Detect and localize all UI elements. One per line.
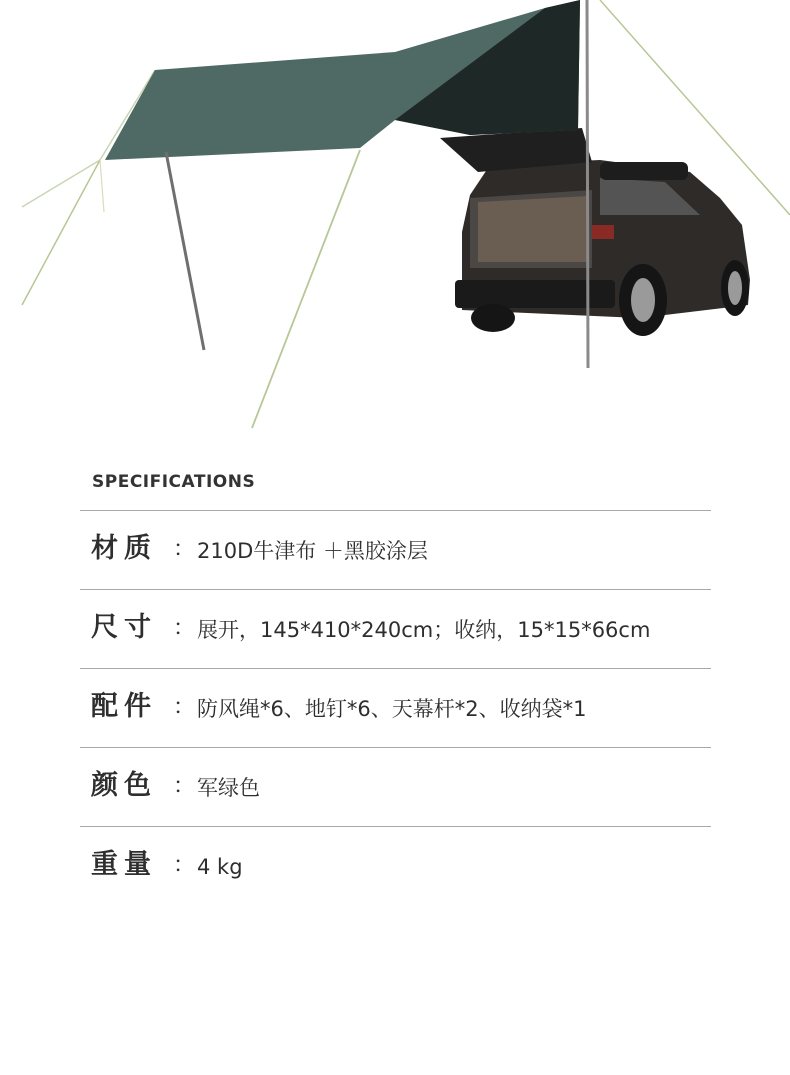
tarp-car-illustration: [0, 0, 790, 440]
guy-line: [100, 160, 104, 212]
spec-value: 展开，145*410*240cm；收纳，15*15*66cm: [197, 618, 651, 642]
spec-label: 材质: [91, 533, 157, 564]
spec-row-accessories: [80, 668, 711, 747]
specifications-heading: SPECIFICATIONS: [92, 472, 256, 492]
suv-car: [440, 128, 750, 336]
spec-colon: ：: [173, 616, 196, 641]
spec-colon: ：: [173, 695, 196, 720]
spec-colon: ：: [173, 853, 196, 878]
spec-row-size: [80, 589, 711, 668]
spec-label: 尺寸: [91, 612, 157, 643]
spec-row-color: [80, 747, 711, 826]
spec-colon: ：: [173, 774, 196, 799]
guy-line: [252, 150, 360, 428]
tent-pole: [587, 0, 588, 368]
spec-label: 颜色: [91, 770, 157, 801]
spec-label: 配件: [91, 691, 157, 722]
spec-value: 防风绳*6、地钉*6、天幕杆*2、收纳袋*1: [197, 697, 587, 721]
tent-pole: [166, 152, 204, 350]
guy-line: [22, 160, 100, 305]
spec-value: 210D牛津布 ＋黑胶涂层: [197, 539, 428, 563]
product-photo: [0, 0, 790, 440]
spec-row-material: [80, 510, 711, 589]
spec-colon: ：: [173, 537, 196, 562]
spec-value: 军绿色: [197, 776, 260, 800]
spec-label: 重量: [91, 849, 157, 880]
spec-value: 4 kg: [197, 855, 243, 879]
spec-row-weight: [80, 826, 711, 905]
guy-line: [22, 160, 100, 207]
specifications-table: [80, 510, 711, 905]
